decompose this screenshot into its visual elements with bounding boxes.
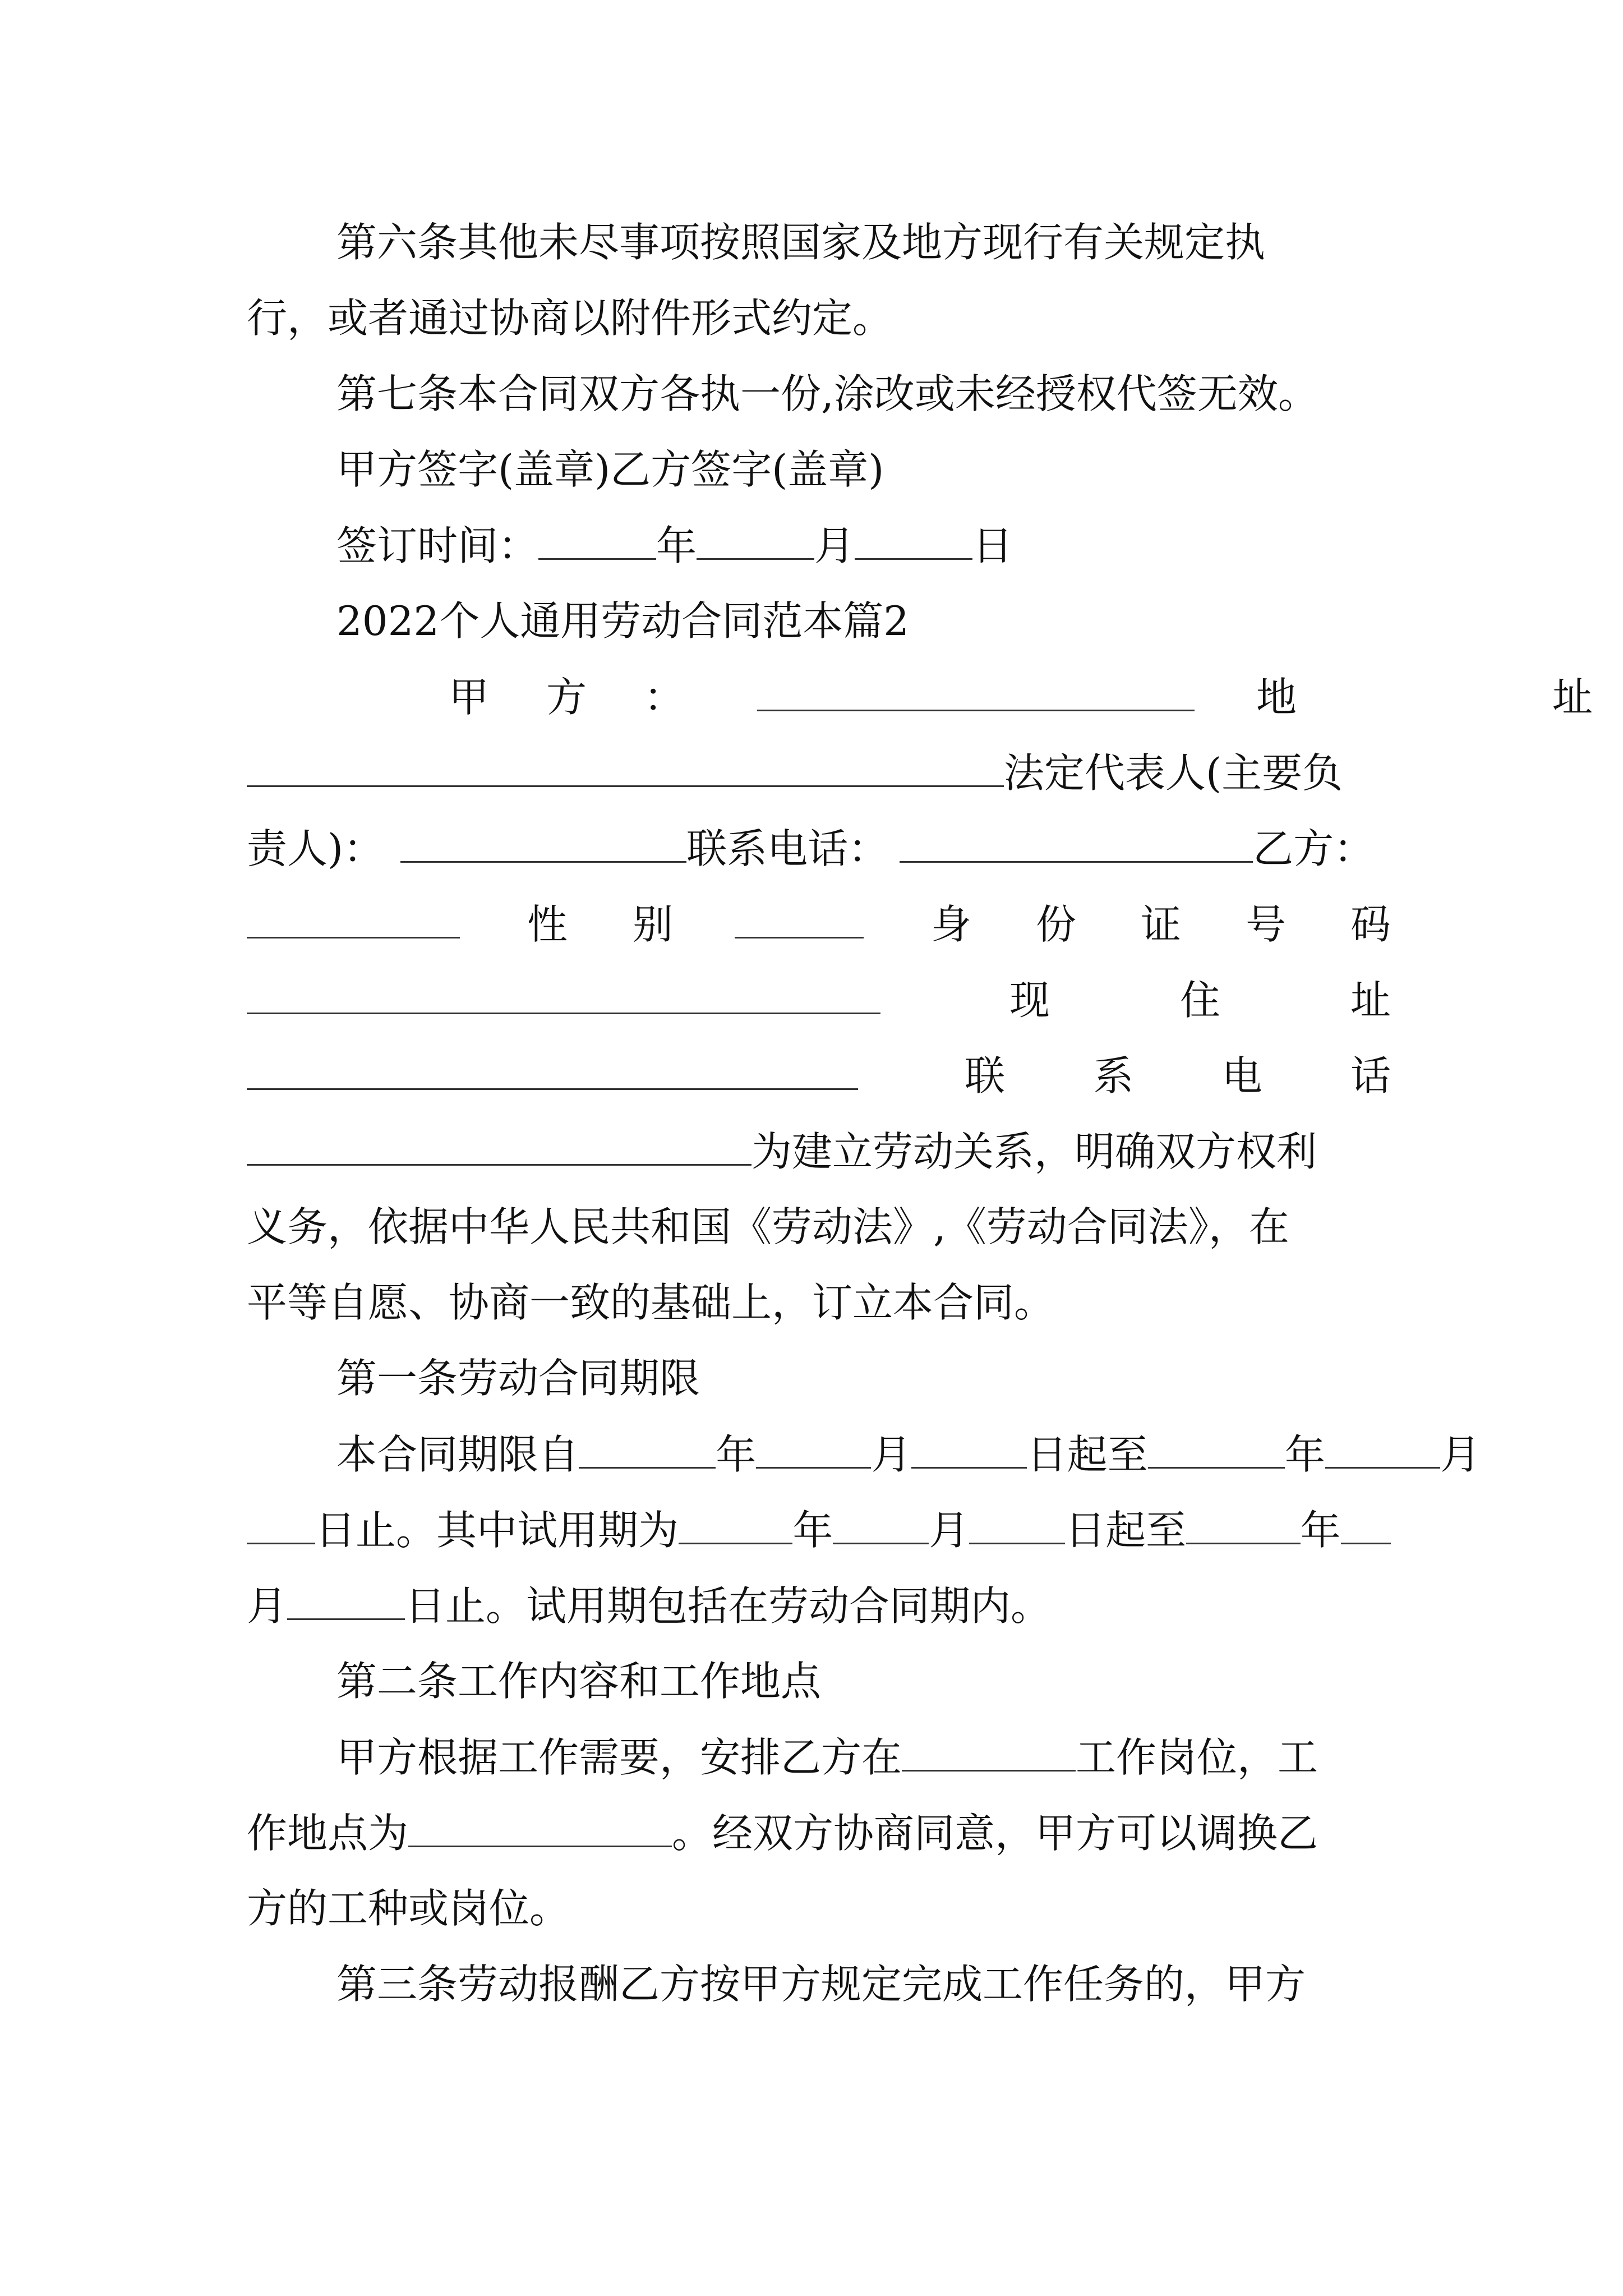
sign-date-month: 月 <box>814 522 855 569</box>
id-number-label: 身 份 证 号 码 <box>931 901 1391 948</box>
responsible-line <box>247 811 1391 886</box>
work-location-blank <box>408 1795 672 1847</box>
gender-label: 性 别 <box>527 901 673 948</box>
current-address-blank <box>247 1038 858 1090</box>
probation-start-day-blank <box>969 1492 1065 1544</box>
id-number-blank <box>247 962 880 1014</box>
preamble-line3: 平等自愿、协商一致的基础上，订立本合同。 <box>247 1279 1055 1326</box>
article2-line1: 甲方根据工作需要，安排乙方在 工作岗位，工 <box>247 1719 1481 1795</box>
article3-line1: 第三条劳动报酬乙方按甲方规定完成工作任务的，甲方 <box>336 1961 1306 2008</box>
article6-line2: 行，或者通过协商以附件形式约定。 <box>247 295 893 342</box>
end-year-blank <box>1148 1416 1285 1469</box>
preamble-line2: 义务，依据中华人民共和国《劳动法》,《劳动合同法》，在 <box>247 1203 1289 1250</box>
end-month-blank <box>1325 1416 1440 1469</box>
day-blank <box>855 508 972 560</box>
article7-line1: 第七条本合同双方各执一份,涂改或未经授权代签无效。 <box>336 370 1318 417</box>
section-title: 2022个人通用劳动合同范本篇2 <box>336 597 910 645</box>
legal-rep-label: 法定代表人(主要负 <box>1004 749 1343 797</box>
address-label: 地 址 <box>1256 674 1593 721</box>
position-blank <box>902 1719 1076 1772</box>
article2-line2: 作地点为 。经双方协商同意，甲方可以调换乙 <box>247 1795 1391 1871</box>
sign-date-label: 签订时间： <box>336 522 539 569</box>
probation-end-day-blank <box>287 1568 405 1620</box>
phone-blank <box>900 811 1253 863</box>
preamble-line1: 为建立劳动关系，明确双方权利 <box>247 1114 1391 1189</box>
article2-line3: 方的工种或岗位。 <box>247 1885 570 1932</box>
article6-line1: 第六条其他未尽事项按照国家及地方现行有关规定执 <box>336 219 1266 266</box>
article1-line3: 月 日止。试用期包括在劳动合同期内。 <box>247 1568 1391 1644</box>
start-year-blank <box>579 1416 716 1469</box>
current-address-label: 现 住 址 <box>1009 977 1391 1024</box>
contact-phone-label: 联 系 电 话 <box>965 1052 1391 1099</box>
probation-end-year-blank <box>1186 1492 1300 1544</box>
contact-phone-blank <box>247 1114 751 1166</box>
probation-start-month-blank <box>833 1492 929 1544</box>
party-b-name-blank <box>247 886 460 938</box>
rep-name-blank <box>400 811 686 863</box>
year-blank <box>538 508 656 560</box>
party-b-label: 乙方： <box>1253 825 1375 872</box>
month-blank <box>697 508 814 560</box>
end-day-blank <box>247 1492 315 1544</box>
party-b-info-line <box>247 886 1391 962</box>
current-address-line <box>247 962 1391 1038</box>
start-month-blank <box>756 1416 871 1469</box>
signatures-line: 甲方签字(盖章)乙方签字(盖章) <box>336 446 884 493</box>
probation-start-year-blank <box>679 1492 792 1544</box>
party-a-line <box>247 659 1593 735</box>
phone-label: 联系电话： <box>686 825 889 872</box>
gender-blank <box>735 886 864 938</box>
address-blank <box>247 735 1004 787</box>
article2-title: 第二条工作内容和工作地点 <box>336 1658 822 1705</box>
legal-rep-line <box>247 735 1391 811</box>
sign-date-year: 年 <box>656 522 697 569</box>
contact-phone-line <box>247 1038 1391 1114</box>
start-day-blank <box>911 1416 1026 1469</box>
article1-line1: 本合同期限自 年 月 日起至 年 月 <box>247 1416 1481 1492</box>
party-a-name-blank <box>757 659 1195 711</box>
party-a-label: 甲 方 ： <box>449 674 684 721</box>
responsible-label: 责人)： <box>247 825 384 872</box>
sign-date-line <box>247 508 1481 583</box>
article1-title: 第一条劳动合同期限 <box>336 1355 700 1402</box>
article1-line2: 日止。其中试用期为 年 月 日起至 年 <box>247 1492 1391 1568</box>
sign-date-day: 日 <box>972 522 1013 569</box>
probation-end-month-blank <box>1341 1492 1391 1544</box>
